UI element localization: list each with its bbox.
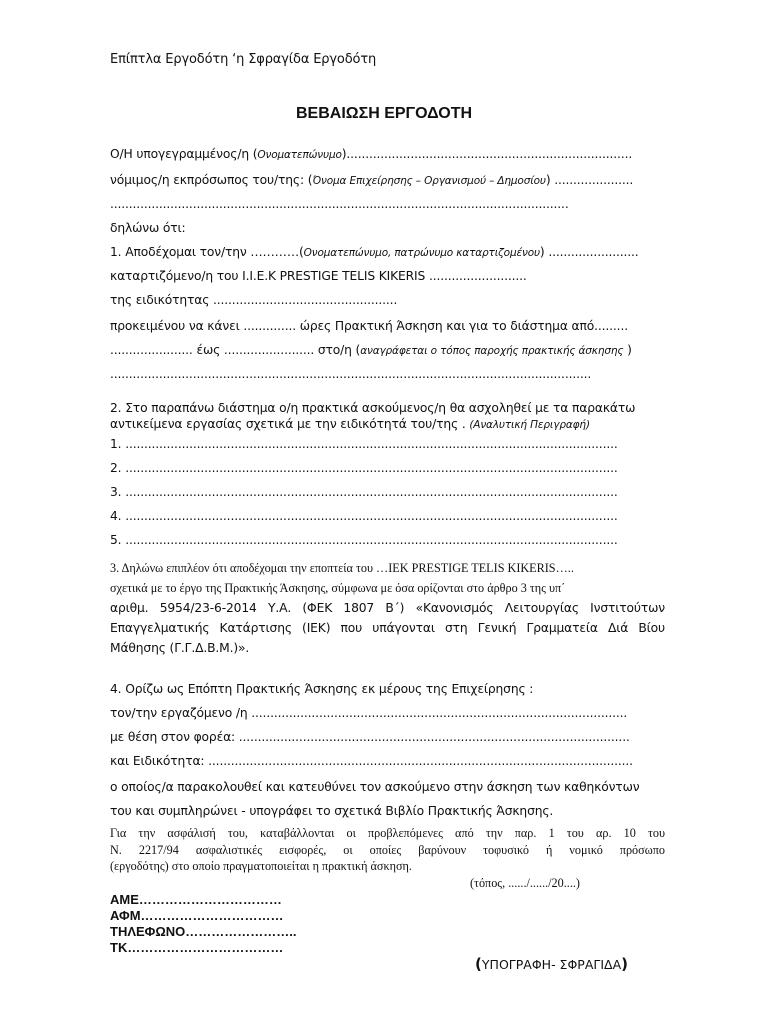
insurance-line: (εργοδότης) στο οποίο πραγματοποιείται η πρακτική άσκηση. — [110, 859, 412, 873]
postal-code-field: ΤΚ……………………………… — [110, 940, 284, 955]
item1-specialty-line: της ειδικότητας ................................................. — [110, 293, 398, 307]
phone-field: ΤΗΛΕΦΩΝΟ…………………….. — [110, 924, 297, 939]
supervisor-position-line: με θέση στον φορέα: ........................................................................................................ — [110, 730, 630, 744]
supervisor-name-line: τον/την εργαζόμενο /η .................................................................................................... — [110, 706, 628, 720]
supervisor-specialty-line: και Ειδικότητα: ................................................................................................................. — [110, 754, 633, 768]
ame-field: ΑΜΕ…………………………… — [110, 892, 282, 907]
employer-letterhead-note: Επίπτλα Εργοδότη ‘η Σφραγίδα Εργοδότη — [110, 52, 377, 67]
business-name-hint: Όνομα Επιχείρησης – Οργανισμού – Δημοσίου — [312, 175, 546, 187]
afm-field: ΑΦΜ…………………………… — [110, 908, 284, 923]
item1-hours-line: προκειμένου να κάνει .............. ώρες Πρακτική Άσκηση και για το διάστημα από......... — [110, 319, 628, 333]
item2-intro-line: 2. Στο παραπάνω διάστημα ο/η πρακτικά ασκούμενος/η θα ασχοληθεί με τα παρακάτω — [110, 401, 636, 415]
item3-line: σχετικά με το έργο της Πρακτικής Άσκησης, σύμφωνα με όσα ορίζονται στο άρθρο 3 της υπ΄ — [110, 581, 566, 595]
task-line: 5. ................................................................................................................................... — [110, 533, 618, 547]
item1-trainee-line: καταρτιζόμενο/η του Ι.Ι.Ε.Κ PRESTIGE TELIS KIKERIS .......................... — [110, 269, 527, 283]
signer-name-hint: Ονοματεπώνυμο — [257, 149, 342, 161]
item4-intro-line: 4. Ορίζω ως Επόπτη Πρακτικής Άσκησης εκ μέρους της Επιχείρησης : — [110, 682, 534, 696]
place-date: (τόπος, ....../....../20....) — [470, 876, 580, 890]
signature-stamp-label: (ΥΠΟΓΡΑΦΗ- ΣΦΡΑΓΙΔΑ) — [475, 955, 628, 973]
item3-line: Επαγγελματικής Κατάρτισης (ΙΕΚ) που υπάγονται στη Γενική Γραμματεία Διά Βίου — [110, 621, 665, 635]
item3-line: Μάθησης (Γ.Γ.Δ.Β.Μ.)». — [110, 641, 250, 655]
task-line: 1. ................................................................................................................................... — [110, 437, 618, 451]
trainee-name-hint: Ονοματεπώνυμο, πατρώνυμο καταρτιζομένου — [303, 247, 540, 259]
signer-line: Ο/Η υπογεγραμμένος/η (Ονοματεπώνυμο)............................................................................ — [110, 147, 633, 161]
item2-subject-line: αντικείμενα εργασίας σχετικά με την ειδικότητά του/της . (Αναλυτική Περιγραφή) — [110, 417, 590, 431]
item3-line: αριθμ. 5954/23-6-2014 Υ.Α. (ΦΕΚ 1807 Β΄) «Κανονισμός Λειτουργίας Ινστιτούτων — [110, 601, 665, 615]
place-hint: αναγράφεται ο τόπος παροχής πρακτικής άσκησης — [360, 345, 624, 357]
description-hint: (Αναλυτική Περιγραφή) — [469, 419, 590, 431]
page-title: ΒΕΒΑΙΩΣΗ ΕΡΓΟΔΟΤΗ — [295, 105, 473, 122]
item1-period-line: ...................... έως ........................ στο/η (αναγράφεται ο τόπος παροχής πρακτικής άσκησης ) — [110, 343, 632, 357]
task-line: 3. ................................................................................................................................... — [110, 485, 618, 499]
task-line: 2. ................................................................................................................................... — [110, 461, 618, 475]
declare-text: δηλώνω ότι: — [110, 221, 186, 235]
blank-line: .......................................................................................................................... — [110, 197, 569, 211]
task-line: 4. ................................................................................................................................... — [110, 509, 618, 523]
item1-accept-line: 1. Αποδέχομαι τον/την …………(Ονοματεπώνυμο, πατρώνυμο καταρτιζομένου) ........................ — [110, 245, 639, 259]
insurance-line: Για την ασφάλισή του, καταβάλλονται οι προβλεπόμενες από την παρ. 1 του αρ. 10 του — [110, 826, 665, 840]
insurance-line: Ν. 2217/94 ασφαλιστικές εισφορές, οι οποίες βαρύνουν τοφυσικό ή νομικό πρόσωπο — [110, 843, 665, 857]
item3-line: 3. Δηλώνω επιπλέον ότι αποδέχομαι την εποπτεία του …ΙΕΚ PRESTIGE TELIS KIKERIS….. — [110, 561, 574, 575]
supervisor-duty-line: του και συμπληρώνει - υπογράφει το σχετικά Βιβλίο Πρακτικής Άσκησης. — [110, 804, 554, 818]
blank-line: ................................................................................................................................ — [110, 367, 592, 381]
representative-line: νόμιμος/η εκπρόσωπος του/της: (Όνομα Επιχείρησης – Οργανισμού – Δημοσίου) ..................... — [110, 173, 634, 187]
supervisor-duty-line: ο οποίος/α παρακολουθεί και κατευθύνει τον ασκούμενο στην άσκηση των καθηκόντων — [110, 780, 640, 794]
